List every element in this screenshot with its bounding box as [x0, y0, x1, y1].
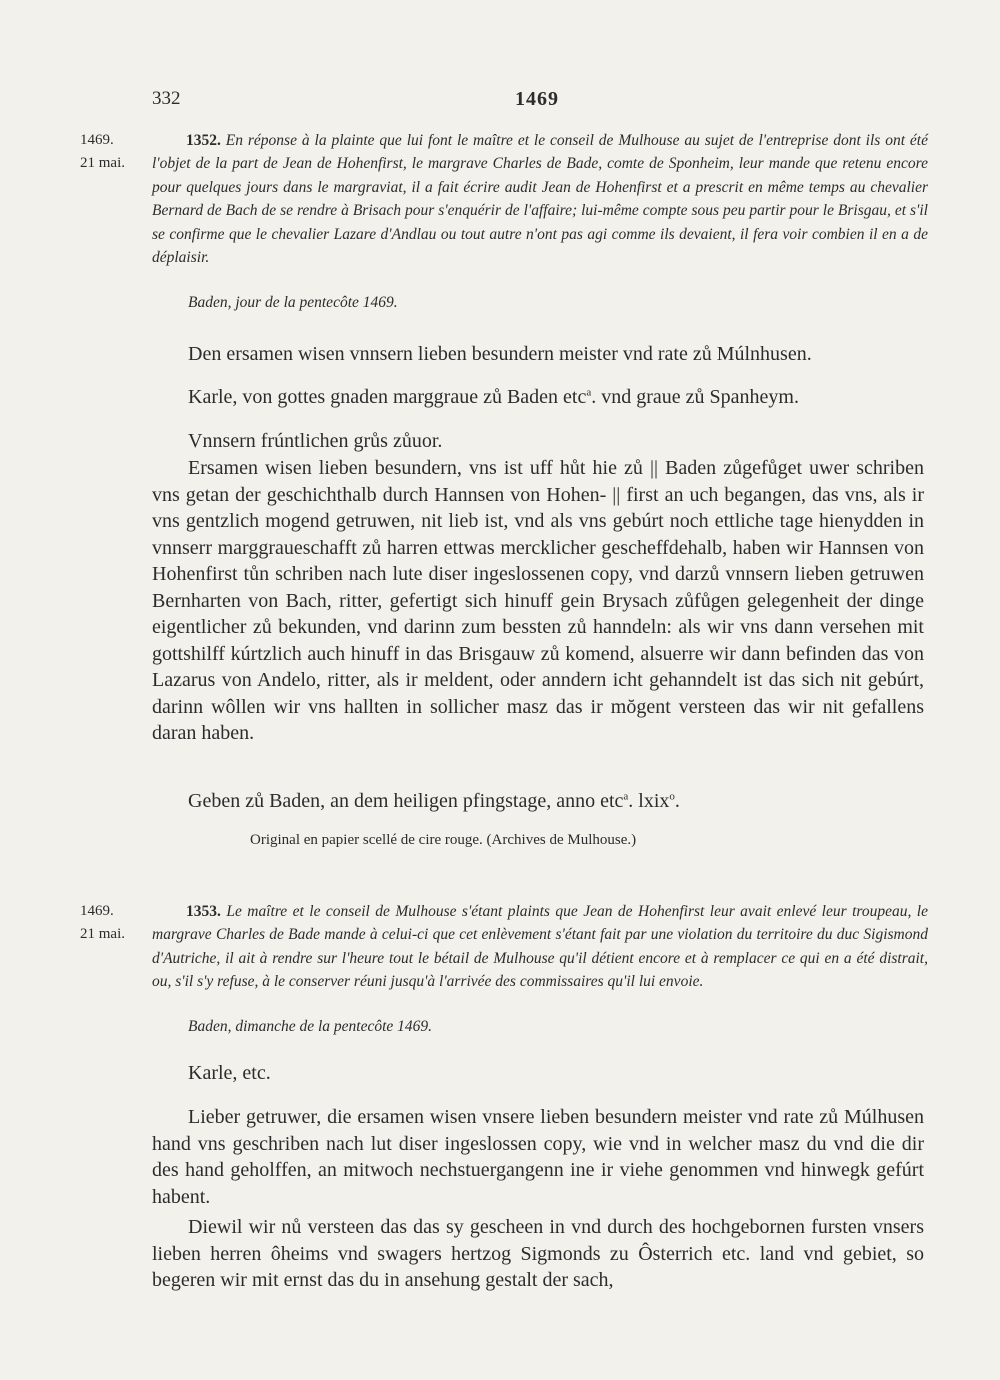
entry1-date-year: 1469.	[80, 132, 114, 148]
entry1-regest	[152, 129, 928, 269]
entry1-intitulatio-sup: a	[586, 386, 592, 399]
entry2-margin-date	[80, 900, 150, 946]
entry1-margin-date	[80, 129, 150, 175]
entry2-intitulatio: Karle, etc.	[188, 1062, 271, 1084]
entry1-dating-sup2: o	[669, 790, 675, 803]
entry1-regest-text: En réponse à la plainte que lui font le maître et le conseil de Mulhouse au sujet de l'entreprise dont ils ont été l'objet de la part de Jean de Hohenfirst, le margrave Charles de Bade, comte de Sponheim, leur mande que retenu encore pour quelques jours dans le margraviat, il a fait écrire audit Jean de Hohenfirst et a prescrit en même temps au chevalier Bernard de Bach de se rendre à Brisach pour s'enquérir de l'affaire; lui-même compte sous peu partir pour le Brisgau, et s'il se confirme que le chevalier Lazare d'Andlau ou tout autre n'ont pas agi comme ils devaient, il fera voir combien il en a de déplaisir.	[152, 132, 928, 267]
entry1-greeting: Vnnsern frúntlichen grůs zůuor.	[188, 430, 443, 452]
entry2-regest	[152, 900, 928, 994]
entry1-intitulatio-part2: . vnd graue zů Spanheym.	[591, 386, 799, 408]
entry1-intitulatio-part1: Karle, von gottes gnaden marggraue zů Baden etc	[188, 386, 587, 408]
entry1-dating-sup1: a	[623, 790, 629, 803]
page-number: 332	[152, 88, 181, 109]
entry1-date-day: 21 mai.	[80, 155, 125, 171]
entry1-dating-part1: Geben zů Baden, an dem heiligen pfingstage, anno etc	[188, 790, 624, 812]
entry2-place-date: Baden, dimanche de la pentecôte 1469.	[188, 1018, 433, 1035]
entry2-number: 1353.	[186, 903, 221, 920]
page-header	[152, 88, 922, 118]
entry2-body2: Diewil wir nů versteen das das sy gescheen in vnd durch des hochgebornen fursten vnsers lieben herren ôheims vnd swagers hertzog Sigmonds zu Ôsterrich etc. land vnd gebiet, so begeren wir mit ernst das du in ansehung gestalt der sach,	[152, 1216, 924, 1292]
entry1-source-note: Original en papier scellé de cire rouge. (Archives de Mulhouse.)	[250, 832, 637, 848]
entry1-dating-part3: .	[674, 790, 680, 812]
entry1-dating-part2: . lxix	[628, 790, 670, 812]
entry1-body: Ersamen wisen lieben besundern, vns ist uff hůt hie zů || Baden zůgefůget uwer schriben vns getan der geschichthalb durch Hannsen von Hohen- || first an uch begangen, das vns, als ir vns gentzlich mogend getruwen, nit lieb ist, vnd als vns gebúrt noch ettliche tage hienydden in vnnserr marggraueschafft zů harren ettwas mercklicher gescheffdehalb, haben wir Hannsen von Hohenfirst tůn schriben nach lute diser ingeslossenen copy, vnd darzů vnnsern lieben getruwen Bernharten von Bach, ritter, gefertigt sich hinuff gein Brysach zůfůgen gelegenheit der dinge eigentlicher zů bekunden, vnd darinn zum bessten zů hanndeln: als wir vns dann versehen mit gottshilff kúrtzlich auch hinuff in das Brisgauw zů komend, alsuerre wir dann befinden das von Lazarus von Andelo, ritter, als ir meldent, oder anndern icht gehanndelt ist das sich nit gebúrt, darinn wôllen wir vns hallten in sollicher masz das ir mŏgent versteen das wir nit gefallens daran haben.	[152, 457, 924, 745]
entry1-place-date: Baden, jour de la pentecôte 1469.	[188, 294, 398, 311]
entry1-address: Den ersamen wisen vnnsern lieben besundern meister vnd rate zů Múlnhusen.	[188, 343, 812, 365]
entry2-body1: Lieber getruwer, die ersamen wisen vnsere lieben besundern meister vnd rate zů Múlhusen hand vns geschriben nach lut diser ingeslossen copy, wie vnd in welcher masz du vnd die dir des hand geholffen, an mitwoch nechstuergangenn ine ir viehe genommen vnd hinwegk gefúrt habent.	[152, 1106, 924, 1208]
entry1-number: 1352.	[186, 132, 221, 149]
entry1-dating	[152, 788, 924, 815]
entry2-date-day: 21 mai.	[80, 926, 125, 942]
entry1-intitulatio	[152, 384, 924, 411]
entry2-date-year: 1469.	[80, 903, 114, 919]
running-head-year: 1469	[515, 88, 559, 110]
entry2-regest-text: Le maître et le conseil de Mulhouse s'étant plaints que Jean de Hohenfirst leur avait enlevé leur troupeau, le margrave Charles de Bade mande à celui-ci que cet enlèvement s'étant fait par une violation du territoire du duc Sigismond d'Autriche, il ait à rendre sur l'heure tout le bétail de Mulhouse qu'il détient encore et à remplacer ce qui en a été distrait, ou, s'il s'y refuse, à le conserver réuni jusqu'à l'arrivée des commissaires qu'il lui envoie.	[152, 903, 928, 991]
